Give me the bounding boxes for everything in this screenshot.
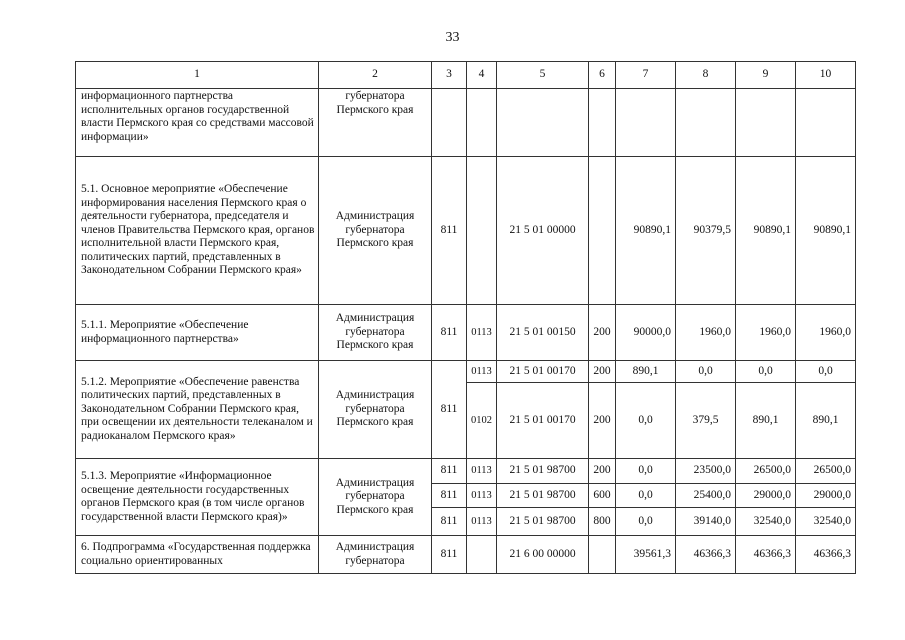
cell-section: 0113 — [467, 459, 497, 484]
row-name: 5.1. Основное мероприятие «Обеспечение информирования населения Пермского края о деятельности губернатора, председателя и членов Правительства Пермского края, органов исполнительной власти Пермского края, политических партий, представленных в Законодательном Собрании Пермского края» — [76, 157, 319, 305]
cell-value: 0,0 — [676, 361, 736, 383]
column-header: 8 — [676, 62, 736, 89]
table-row — [76, 157, 856, 305]
cell-value: 29000,0 — [736, 484, 796, 508]
column-header: 7 — [616, 62, 676, 89]
row-org: Администрация губернатора Пермского края — [319, 305, 432, 361]
cell-value: 1960,0 — [796, 305, 856, 361]
cell-expense-type: 200 — [589, 459, 616, 484]
row-name: 5.1.2. Мероприятие «Обеспечение равенства политических партий, представленных в Законодательном Собрании Пермского края, при освещении их деятельности телеканалом и радиоканалом Пермского края» — [76, 361, 319, 459]
cell-admin-code: 811 — [432, 459, 467, 484]
cell-value: 90000,0 — [616, 305, 676, 361]
cell-value: 379,5 — [676, 383, 736, 459]
table-row — [76, 89, 856, 157]
cell-admin-code: 811 — [432, 361, 467, 459]
table-row — [76, 536, 856, 574]
cell-target-code: 21 5 01 00150 — [497, 305, 589, 361]
cell-value: 32540,0 — [796, 508, 856, 536]
cell-target-code: 21 5 01 98700 — [497, 459, 589, 484]
cell-expense-type: 200 — [589, 361, 616, 383]
cell-admin-code: 811 — [432, 157, 467, 305]
row-org: губернатора Пермского края — [319, 89, 432, 157]
cell-value: 0,0 — [796, 361, 856, 383]
cell-value: 1960,0 — [676, 305, 736, 361]
cell-expense-type: 200 — [589, 383, 616, 459]
cell-value: 90379,5 — [676, 157, 736, 305]
cell-section: 0102 — [467, 383, 497, 459]
column-header: 10 — [796, 62, 856, 89]
table-row — [76, 361, 856, 383]
cell-value: 46366,3 — [796, 536, 856, 574]
column-header: 6 — [589, 62, 616, 89]
table-row — [76, 305, 856, 361]
cell-admin-code: 811 — [432, 484, 467, 508]
cell-value: 1960,0 — [736, 305, 796, 361]
cell-value: 0,0 — [616, 508, 676, 536]
cell-value: 46366,3 — [736, 536, 796, 574]
cell-section — [467, 536, 497, 574]
column-header: 2 — [319, 62, 432, 89]
cell-target-code: 21 5 01 00000 — [497, 157, 589, 305]
cell-value: 32540,0 — [736, 508, 796, 536]
cell-value: 90890,1 — [736, 157, 796, 305]
column-header: 5 — [497, 62, 589, 89]
cell-value: 29000,0 — [796, 484, 856, 508]
row-org: Администрация губернатора — [319, 536, 432, 574]
cell-target-code: 21 6 00 00000 — [497, 536, 589, 574]
cell-expense-type: 200 — [589, 305, 616, 361]
cell-expense-type — [589, 536, 616, 574]
column-header: 1 — [76, 62, 319, 89]
cell-value: 0,0 — [736, 361, 796, 383]
row-org: Администрация губернатора Пермского края — [319, 361, 432, 459]
column-header: 9 — [736, 62, 796, 89]
table-header-row — [76, 62, 856, 89]
page-number: 33 — [445, 30, 460, 45]
row-name: 6. Подпрограмма «Государственная поддержка социально ориентированных — [76, 536, 319, 574]
cell-section: 0113 — [467, 361, 497, 383]
cell-value: 39140,0 — [676, 508, 736, 536]
cell-value: 39561,3 — [616, 536, 676, 574]
cell-expense-type — [589, 157, 616, 305]
cell-value: 25400,0 — [676, 484, 736, 508]
cell-value: 890,1 — [736, 383, 796, 459]
cell-target-code: 21 5 01 00170 — [497, 383, 589, 459]
cell-value: 23500,0 — [676, 459, 736, 484]
cell-target-code: 21 5 01 98700 — [497, 508, 589, 536]
row-org: Администрация губернатора Пермского края — [319, 157, 432, 305]
cell-value: 890,1 — [616, 361, 676, 383]
cell-admin-code: 811 — [432, 508, 467, 536]
cell-value: 0,0 — [616, 383, 676, 459]
cell-value: 46366,3 — [676, 536, 736, 574]
cell-expense-type: 800 — [589, 508, 616, 536]
cell-target-code: 21 5 01 00170 — [497, 361, 589, 383]
cell-admin-code: 811 — [432, 305, 467, 361]
cell-value: 26500,0 — [796, 459, 856, 484]
cell-expense-type: 600 — [589, 484, 616, 508]
table-row — [76, 459, 856, 484]
row-name: 5.1.3. Мероприятие «Информационное освещение деятельности государственных органов Пермского края (в том числе органов государственной власти Пермского края)» — [76, 459, 319, 536]
cell-section: 0113 — [467, 508, 497, 536]
cell-section: 0113 — [467, 305, 497, 361]
cell-value: 890,1 — [796, 383, 856, 459]
cell-target-code: 21 5 01 98700 — [497, 484, 589, 508]
cell-admin-code: 811 — [432, 536, 467, 574]
row-name: 5.1.1. Мероприятие «Обеспечение информационного партнерства» — [76, 305, 319, 361]
cell-section — [467, 157, 497, 305]
cell-value: 26500,0 — [736, 459, 796, 484]
column-header: 3 — [432, 62, 467, 89]
cell-value: 90890,1 — [616, 157, 676, 305]
cell-value: 0,0 — [616, 484, 676, 508]
budget-table — [75, 61, 856, 574]
row-org: Администрация губернатора Пермского края — [319, 459, 432, 536]
cell-value: 0,0 — [616, 459, 676, 484]
cell-value: 90890,1 — [796, 157, 856, 305]
column-header: 4 — [467, 62, 497, 89]
row-name: информационного партнерства исполнительных органов государственной власти Пермского края со средствами массовой информации» — [76, 89, 319, 157]
cell-section: 0113 — [467, 484, 497, 508]
